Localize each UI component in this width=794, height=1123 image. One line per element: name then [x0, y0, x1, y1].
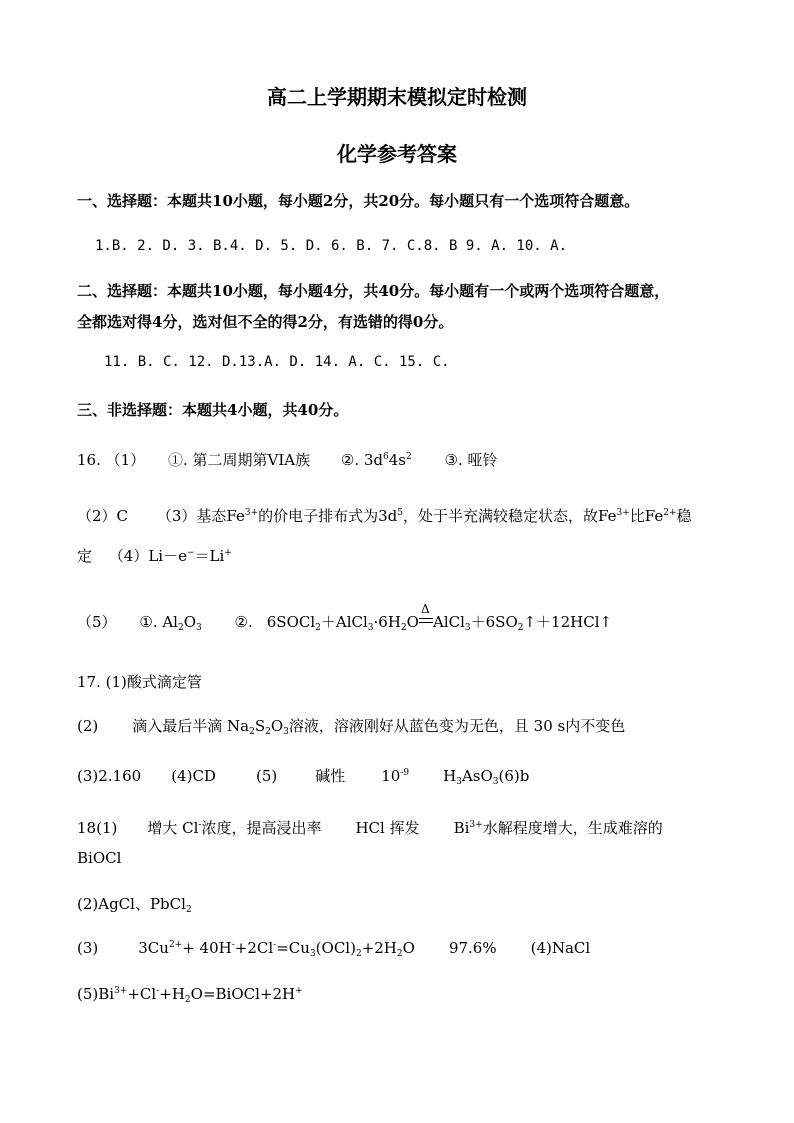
heat-delta-sign: Δ: [420, 602, 430, 616]
q16-answer-1: ①. 第二周期第VIA族: [167, 451, 311, 469]
q16-line-1: [77, 450, 498, 470]
q18-line-2: (2)AgCl、PbCl$_2$: [77, 895, 192, 915]
q17-line-2: (2) 滴入最后半滴 $Na_2S_2O_3$溶液，溶液刚好从蓝色变为无色，且 30 s内不变色: [77, 717, 626, 737]
q16-line-2: [77, 506, 692, 526]
q16-answer-3: ③. 哑铃: [444, 451, 498, 469]
page-title: 高二上学期期末模拟定时检测: [267, 85, 527, 109]
section-2-heading-line1: 二、选择题：本题共10小题，每小题4分，共40分。每小题有一个或两个选项符合题意，: [77, 282, 670, 300]
q17-line-3: (3)2.160 (4)CD (5) 碱性 $10^{-9}$ $H_3AsO_3(6)b$: [77, 767, 530, 787]
q16-part-2: （2）C: [77, 507, 129, 525]
q16-part-5-answer-2: ②. $6SOCl_2+AlCl_3\cdot 6H_2O$ Δ $AlCl_3+6SO_2↑+12HCl↑$: [235, 613, 613, 631]
q16-part-3: （3）基态$Fe^{3+}$的价电子排布式为$3d^5$，处于半充满较稳定状态，故$Fe^{3+}$比$Fe^{2+}$稳: [156, 507, 692, 525]
section-1-heading: 一、选择题：本题共10小题，每小题2分，共20分。每小题只有一个选项符合题意。: [77, 192, 640, 210]
q16-line-3: [77, 546, 232, 566]
q16-line-4: [77, 602, 613, 633]
q18-line-3: (3) $3Cu^{2+}+ 40H^-+2Cl^-=Cu_3(OCl)_2+2H_2O$ 97.6% (4)NaCl: [77, 939, 591, 959]
q16-part-5-label: （5）: [77, 613, 117, 631]
q16-answer-2: ②. $3d^64s^2$: [340, 451, 412, 469]
q17-line-1: 17. (1)酸式滴定管: [77, 673, 202, 691]
q18-line-4: $(5)Bi^{3+}+Cl^-+H_2O=BiOCl+2H^+$: [77, 985, 303, 1005]
page-subtitle: 化学参考答案: [337, 142, 457, 166]
q16-part-5-answer-1: ①. $Al_2O_3$: [139, 613, 202, 633]
section-3-heading: 三、非选择题：本题共4小题，共40分。: [77, 401, 349, 419]
q16-part-3-cont: 定: [77, 547, 93, 565]
section-2-heading-line2: 全都选对得4分，选对但不全的得2分，有选错的得0分。: [77, 313, 454, 331]
section-2-answers: 11. B. C. 12. D.13.A. D. 14. A. C. 15. C.: [104, 354, 450, 370]
q16-part-4: （4）Li－e−＝Li+: [108, 547, 232, 565]
q18-line-1-cont: BiOCl: [77, 849, 122, 867]
q18-line-1: 18(1) 增大 Cl-浓度，提高浸出率 HCl 挥发 $Bi^{3+}$水解程度增大，生成难溶的: [77, 819, 663, 837]
section-1-answers: 1.B. 2. D. 3. B.4. D. 5. D. 6. B. 7. C.8. B 9. A. 10. A.: [95, 238, 568, 254]
q16-number: 16. （1）: [77, 451, 146, 469]
